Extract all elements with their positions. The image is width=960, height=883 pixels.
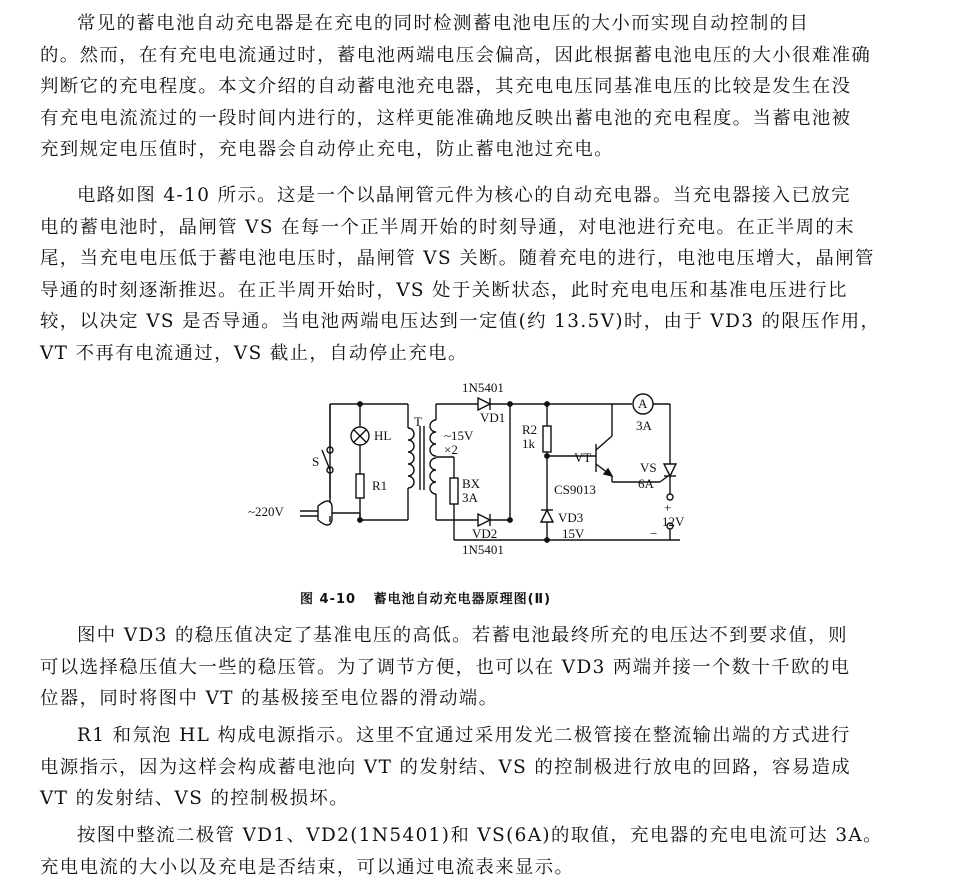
label-vt: VT: [574, 450, 591, 465]
label-mains: ~220V: [248, 504, 285, 519]
label-ammeter-rating: 3A: [636, 418, 653, 433]
label-switch: S: [312, 454, 319, 469]
text-line: 按图中整流二极管 VD1、VD2(1N5401)和 VS(6A)的取值，充电器的充电电流可达 3A。: [40, 820, 912, 852]
paragraph-circuit-description: [40, 180, 912, 369]
circuit-diagram: [240, 378, 720, 608]
wire: [596, 436, 612, 450]
text-line: 电路如图 4-10 所示。这是一个以晶闸管元件为核心的自动充电器。当充电器接入已放完: [40, 180, 912, 212]
figure-caption: [300, 588, 640, 607]
text-line: 常见的蓄电池自动充电器是在充电的同时检测蓄电池电压的大小而实现自动控制的目: [40, 8, 912, 40]
diode-icon: [478, 514, 490, 526]
resistor-icon: [356, 474, 364, 498]
paragraph-intro: [40, 8, 912, 166]
schematic-svg: [240, 378, 720, 588]
fuse-icon: [450, 478, 458, 504]
label-vd3: VD3: [558, 510, 583, 525]
text-line: 可以选择稳压值大一些的稳压管。为了调节方便，也可以在 VD3 两端并接一个数十千欧的电: [40, 652, 912, 684]
text-line: R1 和氖泡 HL 构成电源指示。这里不宜通过采用发光二极管接在整流输出端的方式进行: [40, 720, 912, 752]
zener-icon: [541, 510, 553, 522]
caption-title: 蓄电池自动充电器原理图(Ⅱ): [374, 592, 551, 607]
label-lamp: HL: [374, 428, 391, 443]
text-line: 图中 VD3 的稳压值决定了基准电压的高低。若蓄电池最终所充的电压达不到要求值，则: [40, 620, 912, 652]
text-line: 较，以决定 VS 是否导通。当电池两端电压达到一定值(约 13.5V)时，由于 VD3 的限压作用，: [40, 306, 912, 338]
text-line: 电的蓄电池时，晶闸管 VS 在每一个正半周开始的时刻导通，对电池进行充电。在正半周的末: [40, 212, 912, 244]
wire: [358, 402, 362, 406]
wire: [545, 454, 549, 458]
transformer-primary-icon: [408, 428, 414, 488]
paragraph-indicator: [40, 720, 912, 815]
label-vd2: VD2: [472, 526, 497, 541]
caption-number: 图 4-10: [300, 592, 356, 607]
label-battery-plus: +: [664, 500, 671, 515]
label-vt-part: CS9013: [554, 482, 596, 497]
text-line: VT 的发射结、VS 的控制极损坏。: [40, 783, 912, 815]
wire: [545, 402, 549, 406]
label-fuse: BX: [462, 476, 481, 491]
label-battery-voltage: 12V: [662, 514, 685, 529]
label-r1: R1: [372, 478, 387, 493]
diode-icon: [478, 398, 490, 410]
text-line: 有充电电流流过的一段时间内进行的，这样更能准确地反映出蓄电池的充电程度。当蓄电池被: [40, 103, 912, 135]
wire: [508, 518, 512, 522]
text-line: 充到规定电压值时，充电器会自动停止充电，防止蓄电池过充电。: [40, 134, 912, 166]
label-transformer: T: [414, 414, 422, 429]
label-vs-rating: 6A: [638, 476, 655, 491]
wire: [545, 538, 549, 542]
text-line: 导通的时刻逐渐推迟。在正半周开始时，VS 处于关断状态，此时充电电压和基准电压进行比: [40, 275, 912, 307]
label-vs: VS: [640, 460, 657, 475]
label-r2-value: 1k: [522, 436, 536, 451]
text-line: VT 不再有电流通过，VS 截止，自动停止充电。: [40, 338, 912, 370]
label-vd3-value: 15V: [562, 526, 585, 541]
text-line: 尾，当充电电压低于蓄电池电压时，晶闸管 VS 关断。随着充电的进行，电池电压增大，晶闸管: [40, 243, 912, 275]
label-vd1: VD1: [480, 410, 505, 425]
wire: [508, 402, 512, 406]
thyristor-icon: [664, 464, 676, 476]
label-vd2-part: 1N5401: [462, 542, 504, 557]
text-line: 判断它的充电程度。本文介绍的自动蓄电池充电器，其充电电压同基准电压的比较是发生在没: [40, 71, 912, 103]
label-battery-minus: −: [650, 526, 657, 541]
label-r2: R2: [522, 422, 537, 437]
paragraph-zener: [40, 620, 912, 715]
resistor-icon: [543, 426, 551, 452]
paragraph-current: [40, 820, 912, 883]
transformer-secondary-icon: [430, 420, 436, 456]
text-line: 的。然而，在有充电电流通过时，蓄电池两端电压会偏高，因此根据蓄电池电压的大小很难准确: [40, 40, 912, 72]
ammeter-symbol: A: [638, 396, 648, 411]
text-line: 充电电流的大小以及充电是否结束，可以通过电流表来显示。: [40, 852, 912, 883]
wire: [358, 518, 362, 522]
text-line: 位器，同时将图中 VT 的基极接至电位器的滑动端。: [40, 683, 912, 715]
label-secondary-voltage: ~15V: [444, 428, 474, 443]
label-fuse-rating: 3A: [462, 490, 479, 505]
wire: [660, 476, 668, 482]
label-secondary-mult: ×2: [444, 442, 458, 457]
text-line: 电源指示，因为这样会构成蓄电池向 VT 的发射结、VS 的控制极进行放电的回路，容易造成: [40, 752, 912, 784]
transformer-secondary-icon: [430, 458, 436, 494]
label-vd1-part: 1N5401: [462, 380, 504, 395]
